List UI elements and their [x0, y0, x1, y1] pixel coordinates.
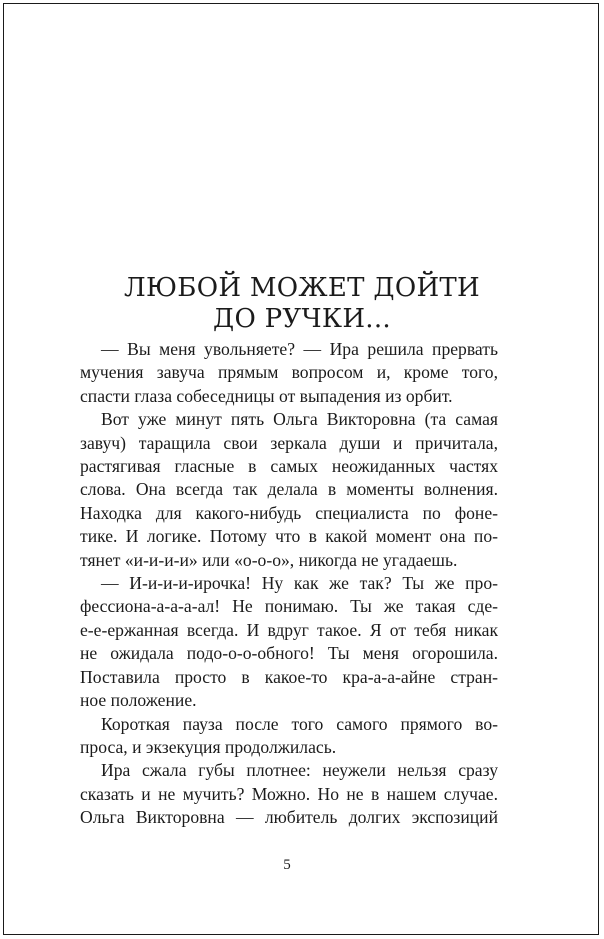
text-line: ное положение.: [80, 690, 197, 711]
text-line: Ира сжала губы плотнее: неужели нельзя сразу: [101, 760, 498, 781]
text-line: — Вы меня увольняете? — Ира решила прервать: [101, 339, 498, 359]
text-line: е-е-ержанная всегда. И вдруг такое. Я от тебя никак: [80, 619, 498, 640]
text-line: мучения завуча прямым вопросом и, кроме того,: [80, 362, 498, 383]
text-line: — И-и-и-и-ирочка! Ну как же так? Ты же про-: [101, 573, 498, 594]
paragraph: [80, 713, 498, 760]
chapter-title-line: ЛЮБОЙ МОЖЕТ ДОЙТИ: [123, 273, 481, 303]
text-line: Вот уже минут пять Ольга Викторовна (та самая: [101, 409, 498, 430]
text-line: Короткая пауза после того самого прямого во-: [101, 713, 498, 734]
paragraph: [80, 572, 498, 712]
text-line: проса, и экзекуция продолжилась.: [80, 736, 337, 757]
text-line: тянет «и-и-и-и» или «о-о-о», никогда не угадаешь.: [80, 549, 458, 570]
text-line: Находка для какого-нибудь специалиста по фоне-: [80, 502, 498, 523]
paragraph: [80, 338, 498, 408]
text-line: завуч) таращила свои зеркала души и причитала,: [80, 432, 498, 453]
text-line: слова. Она всегда так делала в моменты волнения.: [80, 479, 498, 500]
page-number: 5: [283, 857, 291, 873]
text-line: сказать и не мучить? Можно. Но не в нашем случае.: [80, 783, 498, 804]
text-line: тике. И логике. Потому что в какой момент она по-: [80, 526, 498, 547]
text-line: спасти глаза собеседницы от выпадения из орбит.: [80, 385, 453, 406]
text-line: Ольга Викторовна — любитель долгих экспозиций: [80, 807, 498, 828]
paragraph: [80, 759, 498, 829]
text-line: Поставила просто в какое-то кра-а-а-айне стран-: [80, 666, 498, 687]
chapter-title-line: ДО РУЧКИ...: [213, 304, 391, 334]
chapter-title: [0, 273, 604, 335]
text-line: фессиона-а-а-а-ал! Не понимаю. Ты же такая сде-: [80, 596, 498, 617]
paragraph: [80, 408, 498, 572]
body-text: [80, 338, 498, 830]
text-line: растягивая гласные в самых неожиданных частях: [80, 456, 498, 477]
text-line: не ожидала подо-о-о-обного! Ты меня огорошила.: [80, 643, 498, 664]
